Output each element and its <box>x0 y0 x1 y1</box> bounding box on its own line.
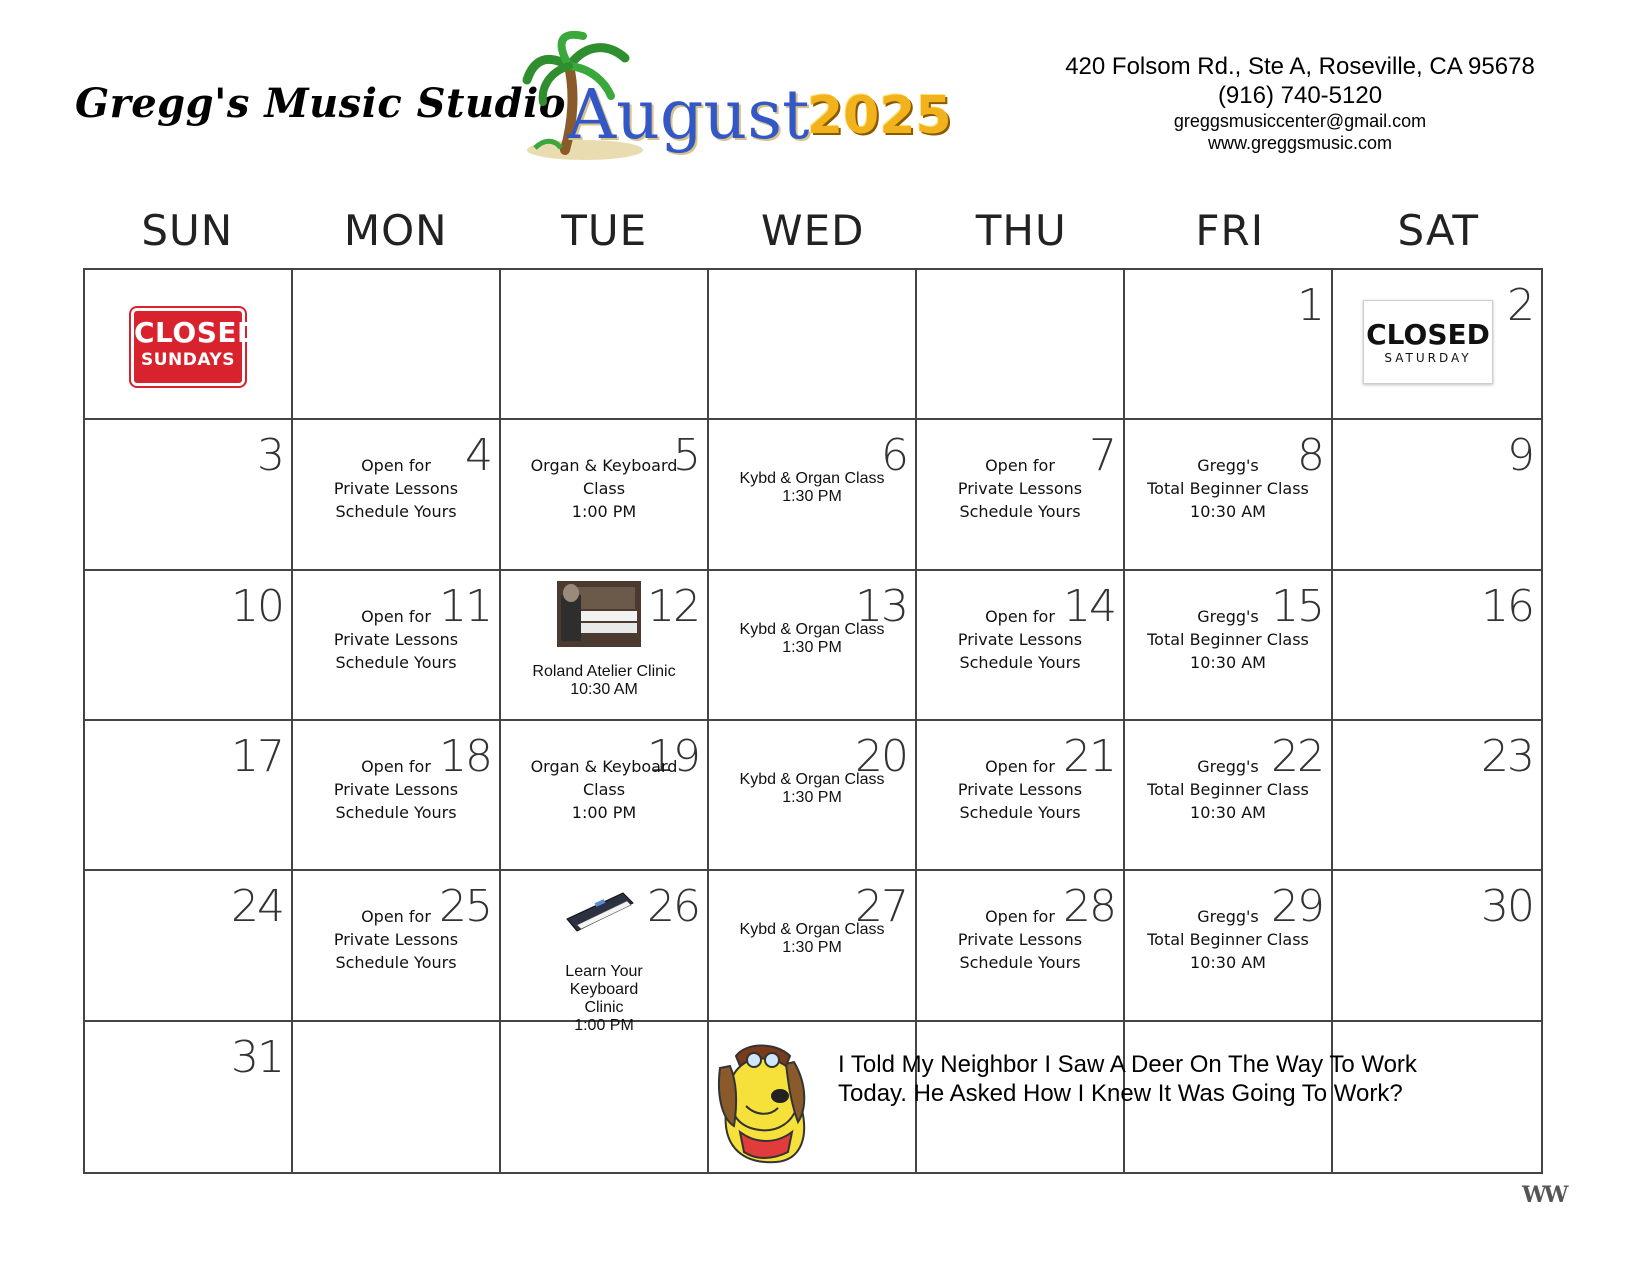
day-cell <box>501 270 709 420</box>
day-event: Roland Atelier Clinic 10:30 AM <box>532 662 676 698</box>
day-number: 24 <box>231 881 283 933</box>
day-cell <box>709 420 917 570</box>
day-number: 28 <box>1063 881 1115 933</box>
day-number: 29 <box>1271 881 1323 933</box>
day-number: 9 <box>1507 430 1533 482</box>
day-cell <box>85 871 293 1021</box>
day-number: 25 <box>439 881 491 933</box>
closed-sundays-line1: CLOSED <box>134 316 261 349</box>
day-cell <box>293 571 501 721</box>
month-banner <box>525 32 995 172</box>
day-cell <box>85 420 293 570</box>
day-number: 11 <box>439 580 491 632</box>
joke-block <box>716 1030 1556 1175</box>
day-event: Open for Private Lessons Schedule Yours <box>333 756 459 822</box>
day-event: Gregg's Total Beginner Class 10:30 AM <box>1147 606 1309 672</box>
closed-sundays-sign <box>131 308 261 386</box>
closed-saturday-line2: SATURDAY <box>1384 351 1472 365</box>
day-number: 2 <box>1507 280 1533 331</box>
day-cell <box>917 871 1125 1021</box>
day-cell <box>501 571 709 721</box>
phone: (916) 740-5120 <box>1217 82 1383 109</box>
day-number: 30 <box>1481 881 1533 933</box>
day-cell <box>501 420 709 570</box>
day-cell <box>1333 270 1541 420</box>
day-cell <box>1333 571 1541 721</box>
day-number: 12 <box>647 580 699 632</box>
printable-logo-icon: WW <box>1522 1182 1566 1208</box>
closed-saturday-line1: CLOSED <box>1366 318 1490 351</box>
day-number: 10 <box>231 580 283 632</box>
closed-sundays-line2: SUNDAYS <box>141 350 235 370</box>
day-cell <box>85 571 293 721</box>
studio-name: Gregg's Music Studio <box>75 80 566 127</box>
day-number: 31 <box>231 1031 283 1083</box>
day-number: 6 <box>881 430 907 482</box>
day-number: 23 <box>1481 730 1533 782</box>
cartoon-dog-icon <box>716 1040 808 1164</box>
day-event: Gregg's Total Beginner Class 10:30 AM <box>1147 907 1309 973</box>
weekday-header <box>83 206 1543 262</box>
closed-saturday-sign <box>1363 300 1493 384</box>
day-number: 15 <box>1271 580 1323 632</box>
day-event: Open for Private Lessons Schedule Yours <box>957 756 1083 822</box>
day-number: 21 <box>1063 730 1115 782</box>
day-cell <box>501 721 709 871</box>
weekday-tue: TUE <box>561 206 648 255</box>
day-number: 13 <box>855 580 907 632</box>
joke-line-1: I Told My Neighbor I Saw A Deer On The Way To Work <box>838 1051 1417 1078</box>
day-number: 17 <box>231 730 283 782</box>
day-number: 19 <box>647 730 699 782</box>
weekday-sat: SAT <box>1397 206 1480 255</box>
day-cell <box>293 871 501 1021</box>
day-cell <box>1125 420 1333 570</box>
day-number: 20 <box>855 730 907 782</box>
joke-text <box>838 1050 1417 1108</box>
day-event: Learn Your Keyboard Clinic 1:00 PM <box>565 963 643 1035</box>
day-number: 26 <box>647 881 699 933</box>
day-event: Kybd & Organ Class 1:30 PM <box>739 770 885 806</box>
keyboard-icon <box>565 885 635 941</box>
joke-line-2: Today. He Asked How I Knew It Was Going To Work? <box>838 1080 1403 1107</box>
day-cell <box>1333 871 1541 1021</box>
day-cell <box>85 1022 293 1172</box>
day-number: 8 <box>1297 430 1323 482</box>
day-cell <box>709 721 917 871</box>
organ-photo-icon <box>557 581 641 647</box>
weekday-mon: MON <box>343 206 448 255</box>
day-event: Open for Private Lessons Schedule Yours <box>333 456 459 522</box>
day-event: Kybd & Organ Class 1:30 PM <box>739 470 885 506</box>
day-event: Open for Private Lessons Schedule Yours <box>333 606 459 672</box>
day-number: 1 <box>1297 280 1323 331</box>
day-event: Open for Private Lessons Schedule Yours <box>333 907 459 973</box>
day-number: 18 <box>439 730 491 782</box>
day-cell <box>709 571 917 721</box>
email: greggsmusiccenter@gmail.com <box>1173 111 1427 131</box>
day-cell <box>917 721 1125 871</box>
year-title: 2025 <box>807 86 952 146</box>
weekday-thu: THU <box>975 206 1067 255</box>
day-event: Open for Private Lessons Schedule Yours <box>957 456 1083 522</box>
day-event: Open for Private Lessons Schedule Yours <box>957 907 1083 973</box>
day-number: 4 <box>465 430 491 482</box>
weekday-fri: FRI <box>1195 206 1265 255</box>
address: 420 Folsom Rd., Ste A, Roseville, CA 95678 <box>1065 53 1535 80</box>
day-cell <box>501 1022 709 1172</box>
day-event: Open for Private Lessons Schedule Yours <box>957 606 1083 672</box>
day-cell <box>917 571 1125 721</box>
day-event: Kybd & Organ Class 1:30 PM <box>739 921 885 957</box>
day-cell <box>501 871 709 1035</box>
day-number: 5 <box>673 430 699 482</box>
day-cell <box>1125 571 1333 721</box>
day-number: 16 <box>1481 580 1533 632</box>
day-event: Gregg's Total Beginner Class 10:30 AM <box>1147 756 1309 822</box>
day-cell <box>709 871 917 1021</box>
day-cell <box>1333 721 1541 871</box>
day-cell <box>1333 420 1541 570</box>
day-cell <box>293 420 501 570</box>
day-cell <box>85 721 293 871</box>
day-cell <box>293 1022 501 1172</box>
day-cell <box>85 270 293 420</box>
day-cell <box>1125 721 1333 871</box>
day-number: 7 <box>1089 430 1115 482</box>
day-cell <box>917 270 1125 420</box>
weekday-wed: WED <box>761 206 865 255</box>
day-event: Organ & Keyboard Class 1:00 PM <box>530 756 678 822</box>
day-event: Gregg's Total Beginner Class 10:30 AM <box>1147 456 1309 522</box>
day-number: 14 <box>1063 580 1115 632</box>
day-event: Organ & Keyboard Class 1:00 PM <box>530 456 678 522</box>
day-cell <box>293 270 501 420</box>
day-cell <box>293 721 501 871</box>
contact-block <box>1030 52 1570 154</box>
day-cell <box>709 270 917 420</box>
day-event: Kybd & Organ Class 1:30 PM <box>739 620 885 656</box>
month-title: August <box>567 76 810 155</box>
website: www.greggsmusic.com <box>1207 133 1393 153</box>
weekday-sun: SUN <box>141 206 234 255</box>
day-number: 27 <box>855 881 907 933</box>
day-cell <box>1125 871 1333 1021</box>
day-cell <box>917 420 1125 570</box>
day-cell <box>1125 270 1333 420</box>
day-number: 22 <box>1271 730 1323 782</box>
day-number: 3 <box>257 430 283 482</box>
